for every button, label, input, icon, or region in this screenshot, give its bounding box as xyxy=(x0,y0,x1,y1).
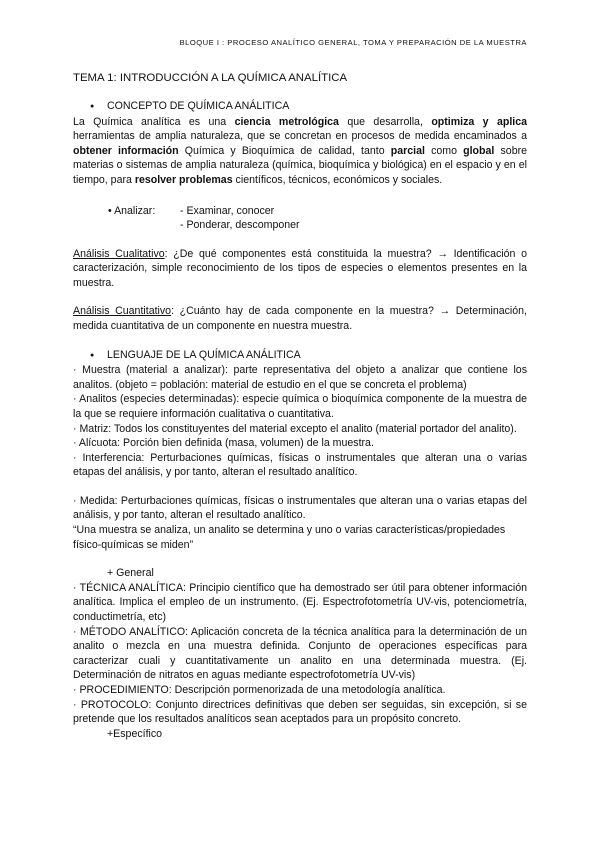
general-label: + General xyxy=(107,567,154,580)
list-item: · Alícuota: Porción bien definida (masa, volumen) de la muestra. xyxy=(73,437,374,450)
definition-paragraph: La Química analítica es una ciencia metrológica que desarrolla, optimiza y aplica herramientas de amplia naturaleza, que se concretan en procesos de medida encaminados a obtener información Química y Bioquímica de calidad, tanto parcial como global sobre materias o sistemas de amplia naturaleza (química, bioquímica y biológica) en el espacio y en el tiempo, para resolver problemas científicos, técnicos, económicos y sociales. xyxy=(73,115,528,186)
medida-paragraph: · Medida: Perturbaciones químicas, físicas o instrumentales que alteran una o varias etapas del análisis, y por tanto, alteran el resultado analítico. xyxy=(73,494,527,522)
analizar-item: - Ponderar, descomponer xyxy=(180,219,300,232)
analizar-list xyxy=(73,204,527,233)
page-title: TEMA 1: INTRODUCCIÓN A LA QUÍMICA ANALÍTICA xyxy=(73,72,348,84)
bullet-icon: ● xyxy=(90,103,95,110)
definition-item: · MÉTODO ANALÍTICO: Aplicación concreta de la técnica analítica para la determinación de un analito o mezcla en una muestra definida. Conjunto de operaciones específicas para caracterizar cuali y cuantitativamente un analito en una determinada muestra. (Ej. Determinación de nitratos en aguas mediante espectrofotometría UV-vis) xyxy=(73,625,527,682)
section-heading-concepto: ● CONCEPTO DE QUÍMICA ANÁLITICA xyxy=(73,99,527,115)
list-item: · Matriz: Todos los constituyentes del material excepto el analito (material portador del analito). xyxy=(73,422,517,435)
bullet-icon: ● xyxy=(90,351,95,359)
list-item: · Analitos (especies determinadas): especie química o bioquímica componente de la muestra de la que se requiere información cualitativa o cuantitativa. xyxy=(73,393,527,420)
document-body xyxy=(73,99,527,741)
definition-item: · TÉCNICA ANALÍTICA: Principio científico que ha demostrado ser útil para obtener información analítica. Implica el empleo de un instrumento. (Ej. Espectrofotometría UV-vis, potenciometría, conductimetría, etc) xyxy=(73,581,527,624)
analizar-item: - Examinar, conocer xyxy=(180,204,275,217)
cualitativo-paragraph: Análisis Cualitativo: ¿De qué componentes está constituida la muestra? → Identificación o caracterización, simple reconocimiento de los tipos de especies o elementos presentes en la muestra. xyxy=(73,247,527,289)
definition-item: · PROCEDIMIENTO: Descripción pormenorizada de una metodología analítica. xyxy=(73,684,446,696)
quote: “Una muestra se analiza, un analito se determina y uno o varias características/propiedades físico-químicas se miden” xyxy=(73,524,506,551)
especifico-label: +Específico xyxy=(107,727,163,740)
page-header: BLOQUE I : PROCESO ANALÍTICO GENERAL, TOMA Y PREPARACIÓN DE LA MUESTRA xyxy=(179,38,527,47)
list-item: · Interferencia: Perturbaciones químicas, físicas o instrumentales que alteran una o varias etapas del análisis, y por tanto, alteran el resultado analítico. xyxy=(73,451,527,479)
analizar-label: • Analizar: xyxy=(108,204,156,217)
definition-item: · PROTOCOLO: Conjunto directrices definitivas que deben ser seguidas, sin excepción, si se pretende que los resultados analíticos sean aceptados para un propósito concreto. xyxy=(73,698,527,726)
section-heading-lenguaje: ● LENGUAJE DE LA QUÍMICA ANÁLITICA xyxy=(73,348,527,364)
list-item: · Muestra (material a analizar): parte representativa del objeto a analizar que contiene los analitos. (objeto = población: material de estudio en el que se concreta el problema) xyxy=(73,364,527,391)
cuantitativo-paragraph: Análisis Cuantitativo: ¿Cuánto hay de cada componente en la muestra? → Determinación, medida cuantitativa de un componente en nuestra muestra. xyxy=(73,305,528,332)
